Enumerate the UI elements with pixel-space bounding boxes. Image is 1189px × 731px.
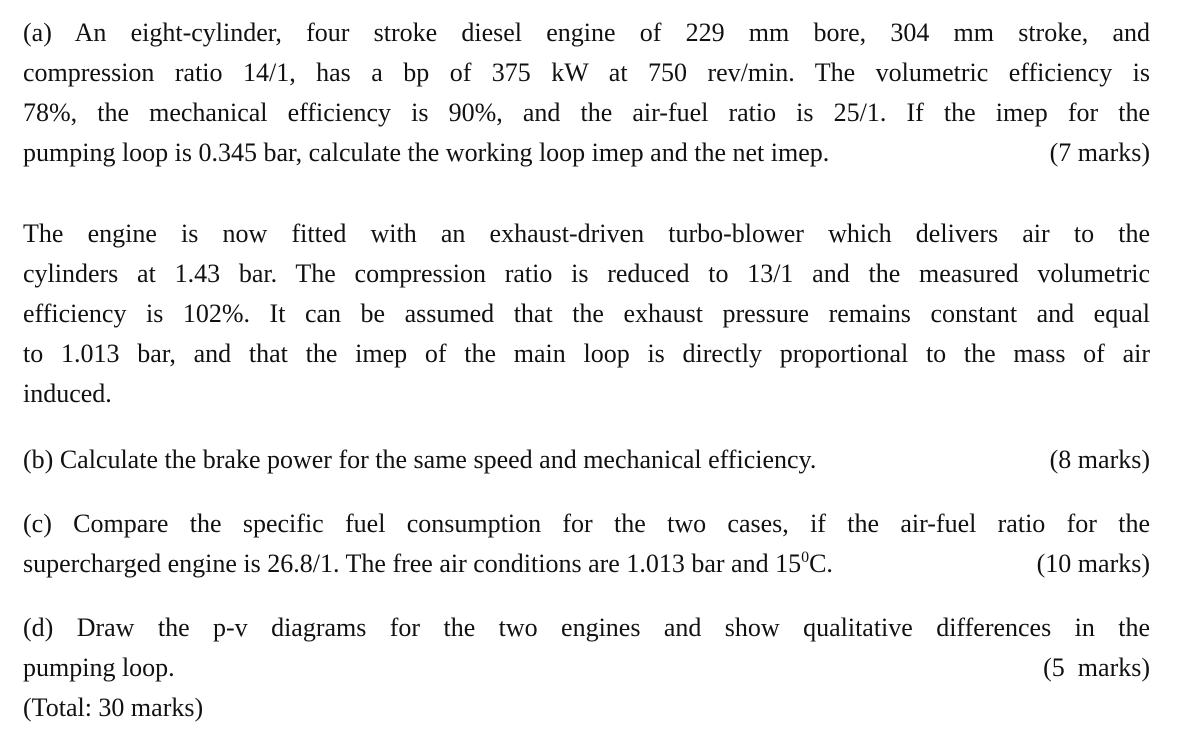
intro-line-1: The engine is now fitted with an exhaust-driven turbo-blower which delivers air to the [23, 219, 1150, 248]
question-d-last-line [23, 648, 1150, 688]
question-d-line-2: pumping loop. [23, 653, 175, 682]
question-c-line-1: (c) Compare the specific fuel consumption for the two cases, if the air-fuel ratio for the [23, 509, 1150, 538]
question-c-marks: (10 marks) [1036, 549, 1150, 578]
question-d [23, 608, 1150, 728]
question-a-marks: (7 marks) [1049, 138, 1150, 167]
question-a-line-3: 78%, the mechanical efficiency is 90%, and the air-fuel ratio is 25/1. If the imep for the [23, 98, 1150, 127]
intro-line-3: efficiency is 102%. It can be assumed that the exhaust pressure remains constant and equal [23, 299, 1150, 328]
question-b-marks: (8 marks) [1049, 445, 1150, 474]
question-b-text: (b) Calculate the brake power for the same speed and mechanical efficiency. [23, 445, 817, 474]
question-c-line-2-suffix: C. [809, 549, 833, 578]
degree-superscript: 0 [801, 549, 810, 566]
intro-line-2: cylinders at 1.43 bar. The compression ratio is reduced to 13/1 and the measured volumetric [23, 259, 1150, 288]
question-b [23, 440, 1150, 480]
question-a-line-1: (a) An eight-cylinder, four stroke diesel engine of 229 mm bore, 304 mm stroke, and [23, 18, 1150, 47]
turbo-intro-paragraph [23, 214, 1150, 414]
intro-line-4: to 1.013 bar, and that the imep of the main loop is directly proportional to the mass of air [23, 339, 1150, 368]
total-marks: (Total: 30 marks) [23, 693, 204, 722]
question-c-line-2-prefix: supercharged engine is 26.8/1. The free air conditions are 1.013 bar and 15 [23, 549, 802, 578]
question-a-last-line [23, 133, 1150, 173]
question-b-line [23, 440, 1150, 480]
question-d-marks: (5 marks) [1043, 653, 1150, 682]
question-c-last-line [23, 544, 1150, 584]
question-a [23, 13, 1150, 173]
question-c [23, 504, 1150, 584]
question-d-line-1: (d) Draw the p-v diagrams for the two engines and show qualitative differences in the [23, 613, 1150, 642]
intro-line-5: induced. [23, 379, 112, 408]
question-a-line-4: pumping loop is 0.345 bar, calculate the working loop imep and the net imep. [23, 138, 830, 167]
question-c-line-2 [23, 544, 833, 584]
question-a-line-2: compression ratio 14/1, has a bp of 375 kW at 750 rev/min. The volumetric efficiency is [23, 58, 1150, 87]
